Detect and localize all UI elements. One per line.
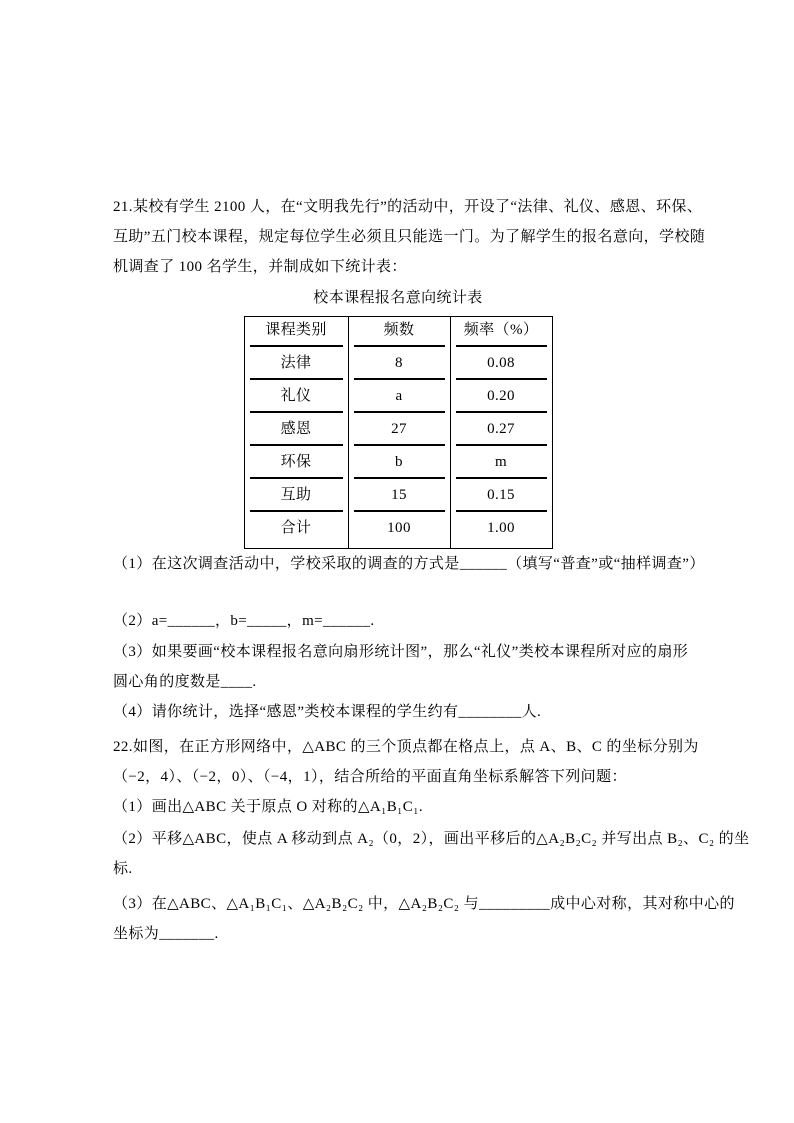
q21-part-3-line-1: （3）如果要画“校本课程报名意向扇形统计图”，那么“礼仪”类校本课程所对应的扇形 bbox=[113, 644, 689, 660]
table-cell: 感恩 bbox=[244, 416, 348, 449]
table-row-etiquette bbox=[244, 383, 552, 416]
table-cell: 0.20 bbox=[450, 383, 552, 416]
q22-part-3-line-1: （3）在△ABC、△A₁B₁C₁、△A₂B₂C₂ 中，△A₂B₂C₂ 与_________成中心对称，其对称中心的 bbox=[113, 896, 735, 912]
table-cell: a bbox=[348, 383, 450, 416]
q22-part-2-line-2: 标. bbox=[113, 861, 133, 877]
q22-part-2-line-1: （2）平移△ABC，使点 A 移动到点 A₂（0，2），画出平移后的△A₂B₂C₂ 并写出点 B₂、C₂ 的坐 bbox=[113, 831, 750, 847]
table-cell: 27 bbox=[348, 416, 450, 449]
q21-part-1: （1）在这次调查活动中，学校采取的调查的方式是______（填写“普查”或“抽样调查”） bbox=[113, 556, 705, 572]
table-cell: m bbox=[450, 449, 552, 482]
table-cell: 1.00 bbox=[450, 515, 552, 549]
header-rate: 频率（%） bbox=[450, 317, 552, 351]
table-cell: 0.15 bbox=[450, 482, 552, 515]
header-course-category: 课程类别 bbox=[244, 317, 348, 351]
table-cell: 法律 bbox=[244, 350, 348, 383]
table-row-environment bbox=[244, 449, 552, 482]
table-cell: 合计 bbox=[280, 520, 312, 536]
q21-part-4: （4）请你统计，选择“感恩”类校本课程的学生约有________人. bbox=[113, 704, 542, 720]
table-cell: 礼仪 bbox=[244, 383, 348, 416]
table-row-mutual-aid bbox=[244, 482, 552, 515]
question-22 bbox=[113, 732, 750, 949]
table-row-law bbox=[244, 350, 552, 383]
table-cell: 互助 bbox=[244, 482, 348, 515]
table-title: 校本课程报名意向统计表 bbox=[313, 290, 483, 306]
table-cell: 15 bbox=[348, 482, 450, 515]
course-stats-table bbox=[244, 316, 553, 549]
table-row-total bbox=[244, 515, 552, 549]
q21-part-3-line-2: 圆心角的度数是____. bbox=[113, 674, 257, 690]
q21-intro-line-2: 互助”五门校本课程，规定每位学生必须且只能选一门。为了解学生的报名意向，学校随 bbox=[113, 229, 706, 245]
q21-part-2: （2）a=______，b=_____，m=______. bbox=[113, 613, 375, 629]
q21-intro-line-3: 机调查了 100 名学生，并制成如下统计表： bbox=[113, 259, 407, 275]
q22-part-3-line-2: 坐标为_______. bbox=[113, 926, 219, 942]
q21-intro-line-1: 21.某校有学生 2100 人，在“文明我先行”的活动中，开设了“法律、礼仪、感恩、环保、 bbox=[113, 199, 703, 215]
header-frequency: 频数 bbox=[348, 317, 450, 351]
table-header-row bbox=[244, 317, 552, 351]
table-cell: b bbox=[348, 449, 450, 482]
table-cell: 100 bbox=[348, 515, 450, 549]
table-cell: 0.27 bbox=[450, 416, 552, 449]
q22-intro-line-2: （−2，4）、（−2，0）、（−4，1），结合所给的平面直角坐标系解答下列问题： bbox=[113, 769, 627, 785]
table-row-gratitude bbox=[244, 416, 552, 449]
q22-intro-line-1: 22.如图，在正方形网络中，△ABC 的三个顶点都在格点上，点 A、B、C 的坐标分别为 bbox=[113, 739, 699, 755]
table-cell: 0.08 bbox=[450, 350, 552, 383]
table-cell: 环保 bbox=[244, 449, 348, 482]
table-cell: 8 bbox=[348, 350, 450, 383]
q22-part-1: （1）画出△ABC 关于原点 O 对称的△A₁B₁C₁. bbox=[113, 799, 423, 815]
question-21 bbox=[113, 192, 706, 727]
